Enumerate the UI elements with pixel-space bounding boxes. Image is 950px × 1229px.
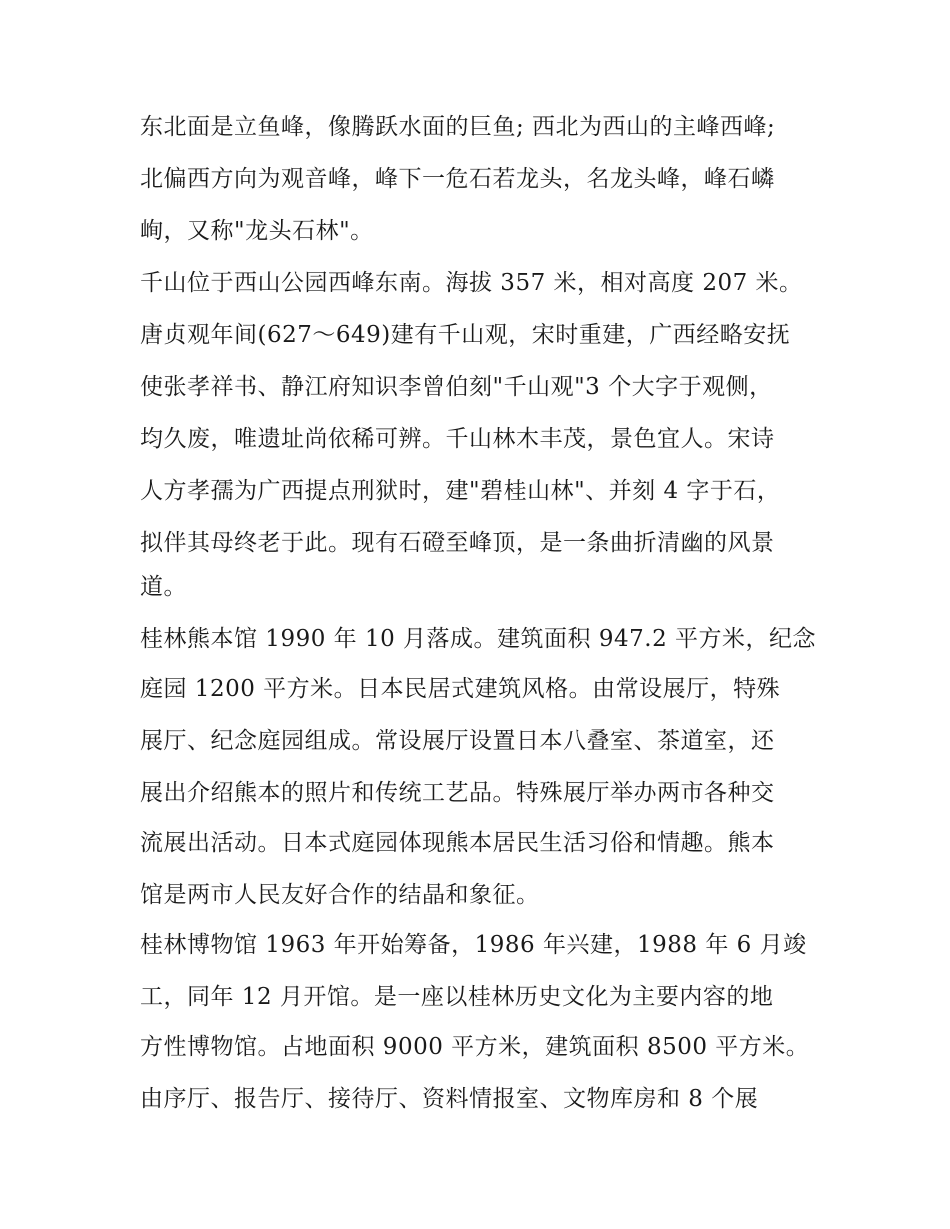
text-line: 馆是两市人民友好合作的结晶和象征。 [140, 882, 540, 908]
text-line: 拟伴其母终老于此。现有石磴至峰顶，是一条曲折清幽的风景 [140, 530, 775, 556]
text-line: 桂林熊本馆 1990 年 10 月落成。建筑面积 947.2 平方米，纪念 [140, 626, 817, 652]
text-line: 展出介绍熊本的照片和传统工艺品。特殊展厅举办两市各种交 [140, 780, 775, 806]
text-line: 均久废，唯遗址尚依稀可辨。千山林木丰茂，景色宜人。宋诗 [140, 426, 775, 452]
text-line: 北偏西方向为观音峰，峰下一危石若龙头，名龙头峰，峰石嶙 [140, 166, 775, 192]
text-line: 方性博物馆。占地面积 9000 平方米，建筑面积 8500 平方米。 [140, 1034, 810, 1060]
text-line: 人方孝孺为广西提点刑狱时，建"碧桂山林"、并刻 4 字于石， [140, 478, 781, 504]
text-line: 东北面是立鱼峰，像腾跃水面的巨鱼; 西北为西山的主峰西峰; [140, 114, 776, 140]
text-line: 由序厅、报告厅、接待厅、资料情报室、文物库房和 8 个展 [140, 1086, 759, 1112]
text-line: 唐贞观年间(627～649)建有千山观，宋时重建，广西经略安抚 [140, 322, 791, 348]
text-line: 庭园 1200 平方米。日本民居式建筑风格。由常设展厅，特殊 [140, 676, 781, 702]
text-line: 千山位于西山公园西峰东南。海拔 357 米，相对高度 207 米。 [140, 270, 803, 296]
text-line: 峋，又称"龙头石林"。 [140, 218, 374, 244]
text-line: 桂林博物馆 1963 年开始筹备，1986 年兴建，1988 年 6 月竣 [140, 932, 807, 958]
text-line: 使张孝祥书、静江府知识李曾伯刻"千山观"3 个大字于观侧， [140, 374, 773, 400]
text-line: 工，同年 12 月开馆。是一座以桂林历史文化为主要内容的地 [140, 984, 774, 1010]
text-line: 道。 [140, 574, 187, 600]
text-line: 展厅、纪念庭园组成。常设展厅设置日本八叠室、茶道室，还 [140, 728, 775, 754]
text-line: 流展出活动。日本式庭园体现熊本居民生活习俗和情趣。熊本 [140, 830, 775, 856]
